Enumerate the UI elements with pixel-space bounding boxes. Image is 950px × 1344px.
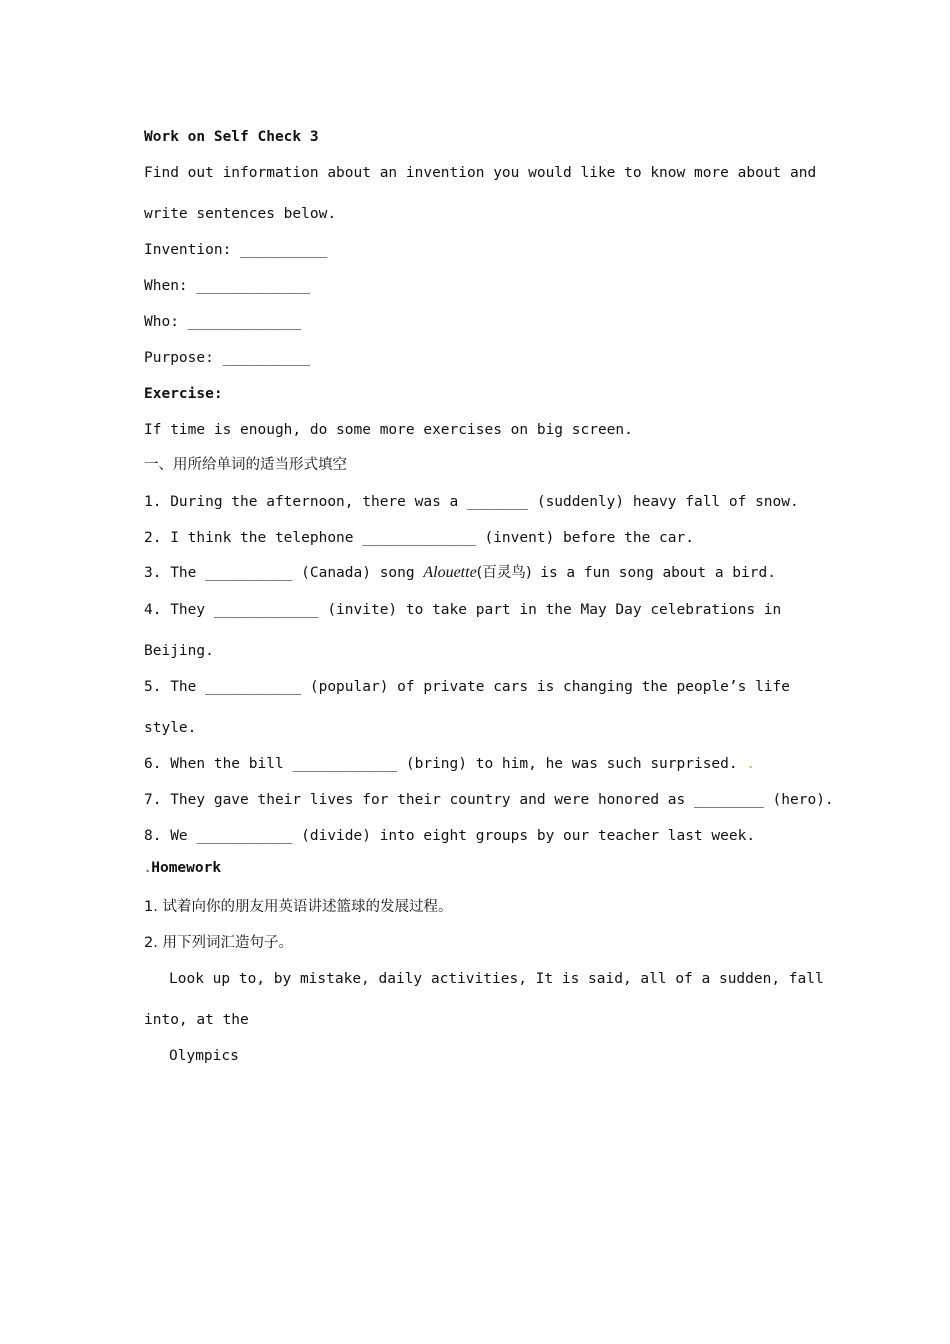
- question-5-line-2: style.: [144, 720, 197, 736]
- exercise-heading: Exercise:: [144, 386, 223, 402]
- song-title-chinese: (百灵鸟): [476, 565, 532, 581]
- field-invention: [144, 241, 327, 259]
- intro-line-2: write sentences below.: [144, 206, 337, 222]
- field-label: Purpose:: [144, 350, 223, 366]
- field-blank: __________: [222, 350, 310, 366]
- phrases-line-2: into, at the: [144, 1012, 249, 1028]
- field-label: Who:: [144, 314, 188, 330]
- field-blank: _____________: [187, 314, 302, 330]
- phrases-line-3: Olympics: [169, 1048, 239, 1064]
- field-who: [144, 313, 301, 331]
- question-3-text: 3. The __________ (Canada) song: [144, 565, 424, 581]
- question-6-mark: .: [746, 756, 756, 772]
- song-title: Alouette: [423, 564, 477, 581]
- field-label: Invention:: [144, 242, 241, 258]
- exercise-note: If time is enough, do some more exercises on big screen.: [144, 422, 633, 438]
- question-6: [144, 755, 755, 773]
- question-1: 1. During the afternoon, there was a _______ (suddenly) heavy fall of snow.: [144, 494, 799, 510]
- question-5-line-1: 5. The ___________ (popular) of private cars is changing the people’s life: [144, 679, 791, 695]
- phrases-line-1: Look up to, by mistake, daily activities, It is said, all of a sudden, fall: [169, 971, 824, 987]
- homework-item-1: 1. 试着向你的朋友用英语讲述篮球的发展过程。: [144, 899, 453, 915]
- field-blank: __________: [240, 242, 328, 258]
- exercise-section-title: 一、用所给单词的适当形式填空: [144, 457, 347, 473]
- field-purpose: [144, 349, 310, 367]
- field-blank: _____________: [196, 278, 310, 294]
- question-8: 8. We ___________ (divide) into eight groups by our teacher last week.: [144, 828, 756, 844]
- question-3: [144, 564, 776, 582]
- field-when: [144, 277, 310, 295]
- question-7: 7. They gave their lives for their country and were honored as ________ (hero).: [144, 792, 834, 808]
- question-6-text: 6. When the bill ____________ (bring) to him, he was such surprised.: [144, 756, 738, 772]
- question-4-line-2: Beijing.: [144, 643, 214, 659]
- homework-heading-line: [144, 859, 221, 877]
- question-4-line-1: 4. They ____________ (invite) to take part in the May Day celebrations in: [144, 602, 782, 618]
- homework-heading: Homework: [151, 860, 222, 876]
- question-2: 2. I think the telephone _____________ (invent) before the car.: [144, 530, 694, 546]
- homework-item-2: 2. 用下列词汇造句子。: [144, 935, 293, 951]
- page-title: Work on Self Check 3: [144, 129, 319, 145]
- field-label: When:: [144, 278, 197, 294]
- homework-mark: .: [144, 861, 152, 875]
- intro-line-1: Find out information about an invention you would like to know more about and: [144, 165, 817, 181]
- question-3-text: is a fun song about a bird.: [531, 565, 776, 581]
